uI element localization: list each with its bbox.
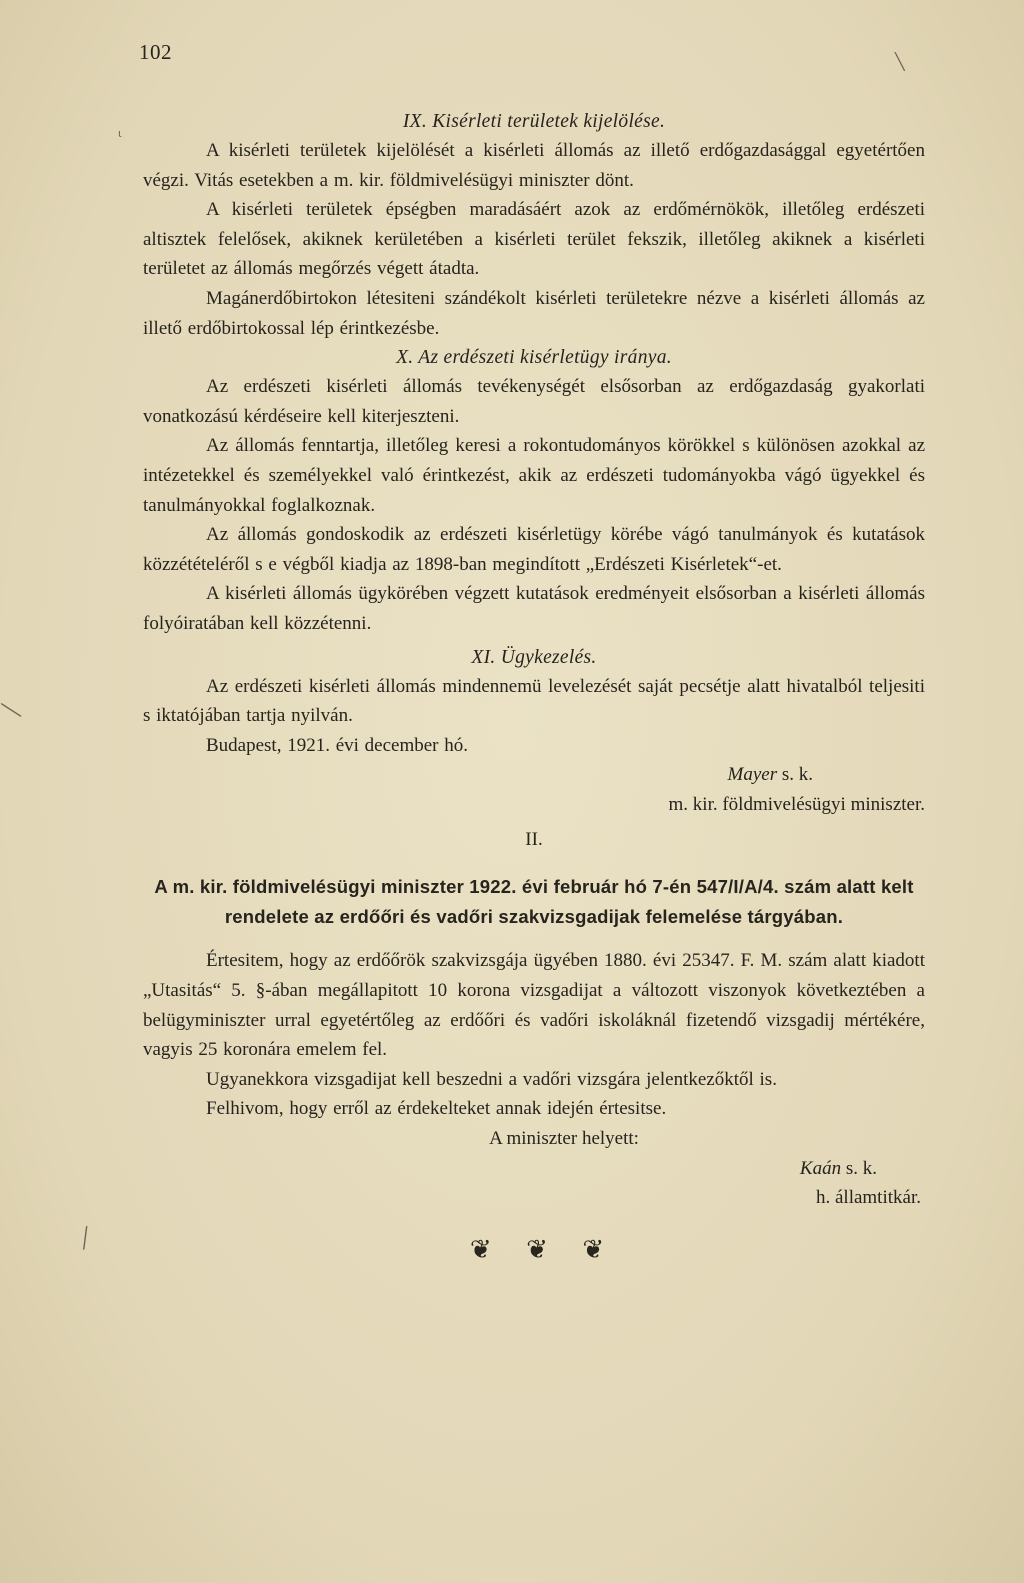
scan-mark: ╲ (1, 698, 22, 723)
section-x-paragraph-1: Az erdészeti kisérleti állomás tevékenységét elsősorban az erdőgazdaság gyakorlati vonatkozású kérdéseire kell kiterjeszteni. (143, 376, 925, 427)
part-ii-paragraph-1: Értesitem, hogy az erdőőrök szakvizsgája ügyében 1880. évi 25347. F. M. szám alatt kiadott „Utasitás“ 5. §-ában megállapitott 10 korona vizsgadijat a változott viszonyok következtében a belügyminiszter urral egyetértőleg az erdőőri és vadőri iskoláknál fizetendő vizsgadij mértékére, vagyis 25 koronára emelem fel. (143, 950, 925, 1061)
section-xi-heading: XI. Ügykezelés. (471, 646, 597, 668)
page-number: 102 (139, 40, 172, 64)
section-x-paragraph-4: A kisérleti állomás ügykörében végzett kutatások eredményeit elsősorban a kisérleti állomás folyóiratában kell közzétenni. (143, 583, 925, 634)
part-ii-paragraph-2: Ugyanekkora vizsgadijat kell beszedni a vadőri vizsgára jelentkezőktől is. (206, 1068, 777, 1090)
part-ii-numeral: II. (525, 829, 543, 851)
page-content (143, 107, 925, 1265)
signature-name-2: Kaán (799, 1157, 842, 1179)
section-ix-paragraph-3: Magánerdőbirtokon létesiteni szándékolt kisérleti területekre nézve a kisérleti állomás az illető erdőbirtokossal lép érintkezésbe. (143, 287, 925, 339)
signature-suffix-1: s. k. (777, 764, 813, 786)
scan-mark: ╱ (76, 1226, 95, 1251)
dateline: Budapest, 1921. évi december hó. (206, 734, 469, 756)
section-x-paragraph-2: Az állomás fenntartja, illetőleg keresi a rokontudományos körökkel s különösen azokkal az intézetekkel és személyekkel való érintkezést, akik az erdészeti tudományokba vágó ügyekkel és tanulmányokkal foglalkoznak. (143, 435, 925, 516)
scan-speck: ι (118, 127, 122, 140)
scan-mark: ╲ (895, 52, 905, 71)
section-x-paragraph-3: Az állomás gondoskodik az erdészeti kisérletügy körébe vágó tanulmányok és kutatások közzétételéről s e végből kiadja az 1898-ban megindított „Erdészeti Kisérletek“-et. (143, 524, 925, 575)
deputy-line: A miniszter helyett: (489, 1128, 639, 1150)
signature-block-2 (143, 1154, 925, 1184)
section-xi-paragraph-1: Az erdészeti kisérleti állomás mindennemü levelezését saját pecsétje alatt hivatalból teljesiti s iktatójában tartja nyilván. (143, 675, 925, 727)
signature-suffix-2: s. k. (841, 1157, 877, 1179)
spacer (143, 932, 925, 946)
signature-title-1: m. kir. földmivelésügyi miniszter. (668, 793, 925, 815)
section-ix-paragraph-1: A kisérleti területek kijelölését a kisérleti állomás az illető erdőgazdasággal egyetértően végzi. Vitás esetekben a m. kir. földmivelésügyi miniszter dönt. (143, 140, 925, 191)
section-ix-heading: IX. Kisérleti területek kijelölése. (402, 111, 666, 132)
part-ii-title: A m. kir. földmivelésügyi miniszter 1922. évi február hó 7-én 547/I/A/4. szám alatt kelt rendelete az erdőőri és vadőri szakvizsgadijak felemelése tárgyában. (154, 876, 914, 928)
part-ii-paragraph-3: Felhivom, hogy erről az érdekelteket annak idején értesitse. (206, 1098, 667, 1120)
section-x-heading: X. Az erdészeti kisérletügy iránya. (396, 347, 672, 369)
ornament-divider: ❦ ❦ ❦ (469, 1234, 619, 1264)
signature-name-1: Mayer (727, 764, 778, 786)
signature-title-2: h. államtitkár. (815, 1187, 921, 1209)
signature-block-1 (143, 760, 925, 790)
section-ix-paragraph-2: A kisérleti területek épségben maradásáért azok az erdőmérnökök, illetőleg erdészeti altisztek felelősek, akiknek kerületében a kisérleti terület fekszik, illetőleg akiknek a kisérleti területet az állomás megőrzés végett átadta. (143, 199, 925, 280)
